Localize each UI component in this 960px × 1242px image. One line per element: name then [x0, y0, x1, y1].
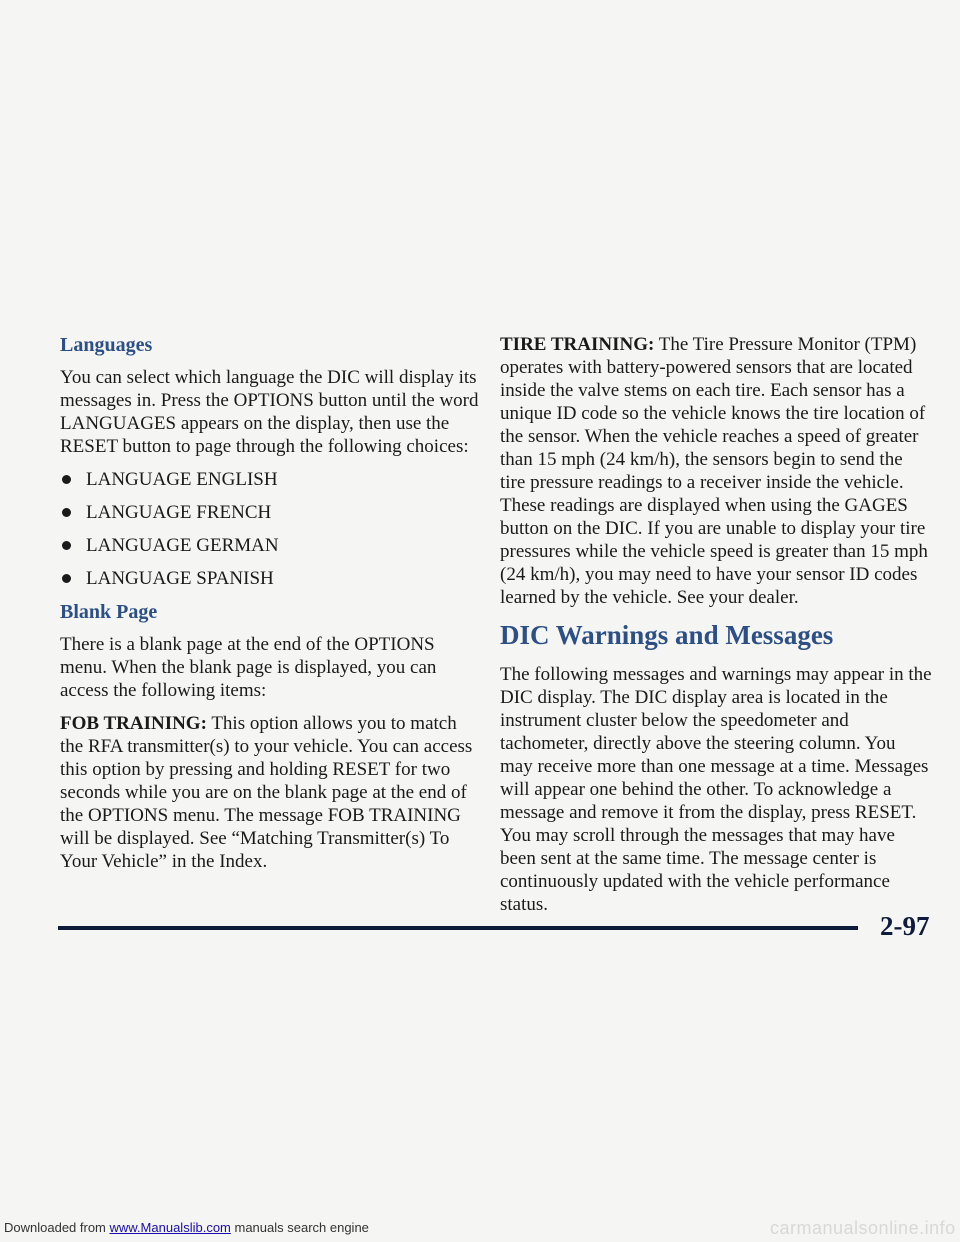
bullet-icon — [62, 541, 71, 550]
language-list — [60, 468, 480, 590]
footer-rule — [58, 926, 858, 930]
footer-prefix: Downloaded from — [4, 1220, 110, 1235]
footer-suffix: manuals search engine — [230, 1220, 369, 1235]
watermark: carmanualsonline.info — [770, 1218, 956, 1238]
list-item — [60, 501, 480, 524]
dic-warnings-heading: DIC Warnings and Messages — [500, 620, 834, 650]
list-item-label: LANGUAGE FRENCH — [86, 502, 272, 523]
list-item — [60, 534, 480, 557]
tire-training-run-in: TIRE TRAINING: — [500, 334, 655, 355]
languages-heading: Languages — [60, 334, 153, 356]
tire-training-text: The Tire Pressure Monitor (TPM) operates with battery-powered sensors that are located inside the valve stems on each tire. Each sensor has a unique ID code so the vehicle knows the tire location of the sensor. When the vehicle reaches a speed of greater than 15 mph (24 km/h), the sensors begin to send the tire pressure readings to a receiver inside the vehicle. These readings are displayed when using the GAGES button on the DIC. If you are unable to display your tire pressures while the vehicle speed is greater than 15 mph (24 km/h), you may need to have your sensor ID codes learned by the vehicle. See your dealer. — [500, 334, 928, 608]
tire-training-paragraph — [500, 333, 932, 609]
dic-warnings-paragraph: The following messages and warnings may appear in the DIC display. The DIC display area is located in the instrument cluster below the speedometer and tachometer, directly above the steering column. You may receive more than one message at a time. Messages will appear one behind the other. To acknowledge a message and remove it from the display, press RESET. You may scroll through the messages that may have been sent at the same time. The message center is continuously updated with the vehicle performance status. — [500, 664, 932, 916]
list-item-label: LANGUAGE ENGLISH — [86, 469, 278, 490]
blank-page-heading: Blank Page — [60, 601, 158, 623]
left-column — [60, 333, 480, 883]
blank-page-paragraph: There is a blank page at the end of the OPTIONS menu. When the blank page is displayed, you can access the following items: — [60, 634, 437, 701]
manualslib-link[interactable]: www.Manualslib.com — [109, 1220, 231, 1235]
fob-training-text: This option allows you to match the RFA transmitter(s) to your vehicle. You can access this option by pressing and holding RESET for two seconds while you are on the blank page at the end of the OPTIONS menu. The message FOB TRAINING will be displayed. See “Matching Transmitter(s) To Your Vehicle” in the Index. — [60, 713, 473, 872]
bullet-icon — [62, 574, 71, 583]
list-item — [60, 468, 480, 491]
list-item-label: LANGUAGE SPANISH — [86, 568, 274, 589]
page-number: 2-97 — [880, 911, 930, 941]
fob-training-run-in: FOB TRAINING: — [60, 713, 207, 734]
list-item-label: LANGUAGE GERMAN — [86, 535, 279, 556]
list-item — [60, 567, 480, 590]
fob-training-paragraph — [60, 712, 480, 873]
languages-paragraph: You can select which language the DIC will display its messages in. Press the OPTIONS button until the word LANGUAGES appears on the display, then use the RESET button to page through the following choices: — [60, 367, 479, 457]
download-footer — [4, 1220, 369, 1235]
bullet-icon — [62, 475, 71, 484]
bullet-icon — [62, 508, 71, 517]
right-column — [500, 333, 932, 926]
